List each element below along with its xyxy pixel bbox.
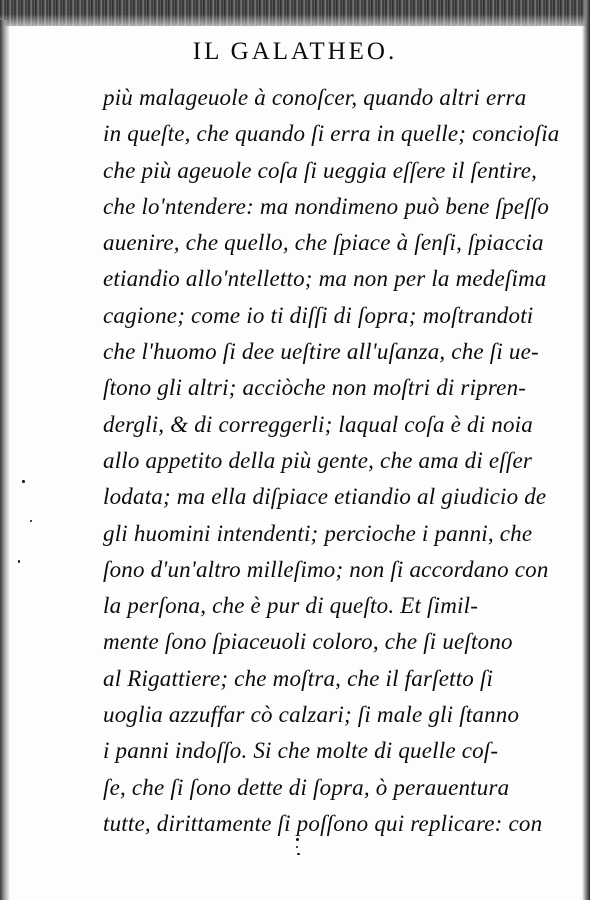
text-line: ſtono gli altri; acciòche non moſtri di ripren-	[103, 375, 527, 401]
ink-speck	[297, 853, 300, 855]
ink-speck	[18, 560, 20, 563]
text-line: dergli, & di correggerli; laqual coſa è di noia	[103, 411, 533, 437]
text-line: ſono d'un'altro milleſimo; non ſi accordano con	[103, 556, 549, 582]
text-line: allo appetito della più gente, che ama di eſſer	[103, 447, 533, 473]
text-line: la perſona, che è pur di queſto. Et ſimil-	[103, 593, 479, 619]
text-line: che lo'ntendere: ma nondimeno può bene ſpeſſo	[103, 193, 550, 219]
text-line: auenire, che quello, che ſpiace à ſenſi, ſpiaccia	[103, 230, 544, 256]
text-line: cagione; come io ti diſſi di ſopra; moſtrandoti	[103, 302, 534, 328]
running-title: IL GALATHEO.	[192, 38, 398, 65]
text-line: mente ſono ſpiaceuoli coloro, che ſi ueſtono	[103, 629, 513, 655]
text-line: tutte, dirittamente ſi poſſono qui replicare: con	[103, 810, 543, 836]
ink-speck	[22, 480, 25, 483]
text-line: che più ageuole coſa ſi ueggia eſſere il ſentire,	[103, 157, 538, 183]
text-line: in queſte, che quando ſi erra in quelle; concioſia	[103, 121, 560, 147]
text-line: ſe, che ſi ſono dette di ſopra, ò perauentura	[103, 774, 510, 800]
ink-speck	[296, 846, 298, 848]
text-line: uoglia azzuffar cò calzari; ſi male gli ſtanno	[103, 702, 520, 728]
ink-speck	[30, 520, 32, 522]
body-text	[103, 80, 560, 842]
text-line: più malageuole à conoſcer, quando altri erra	[103, 85, 527, 110]
text-line: i panni indoſſo. Si che molte di quelle coſ-	[103, 738, 499, 764]
page-top-edge-fade	[0, 14, 590, 34]
page-right-edge	[582, 0, 590, 900]
text-line: al Rigattiere; che moſtra, che il farſetto ſi	[103, 665, 494, 691]
text-line: lodata; ma ella diſpiace etiandio al giudicio de	[103, 484, 547, 510]
text-line: che l'huomo ſi dee ueſtire all'uſanza, che ſi ue-	[103, 339, 539, 365]
page-left-edge	[0, 20, 10, 900]
text-line: etiandio allo'ntelletto; ma non per la medeſima	[103, 266, 547, 292]
text-line: gli huomini intendenti; percioche i panni, che	[103, 520, 533, 546]
